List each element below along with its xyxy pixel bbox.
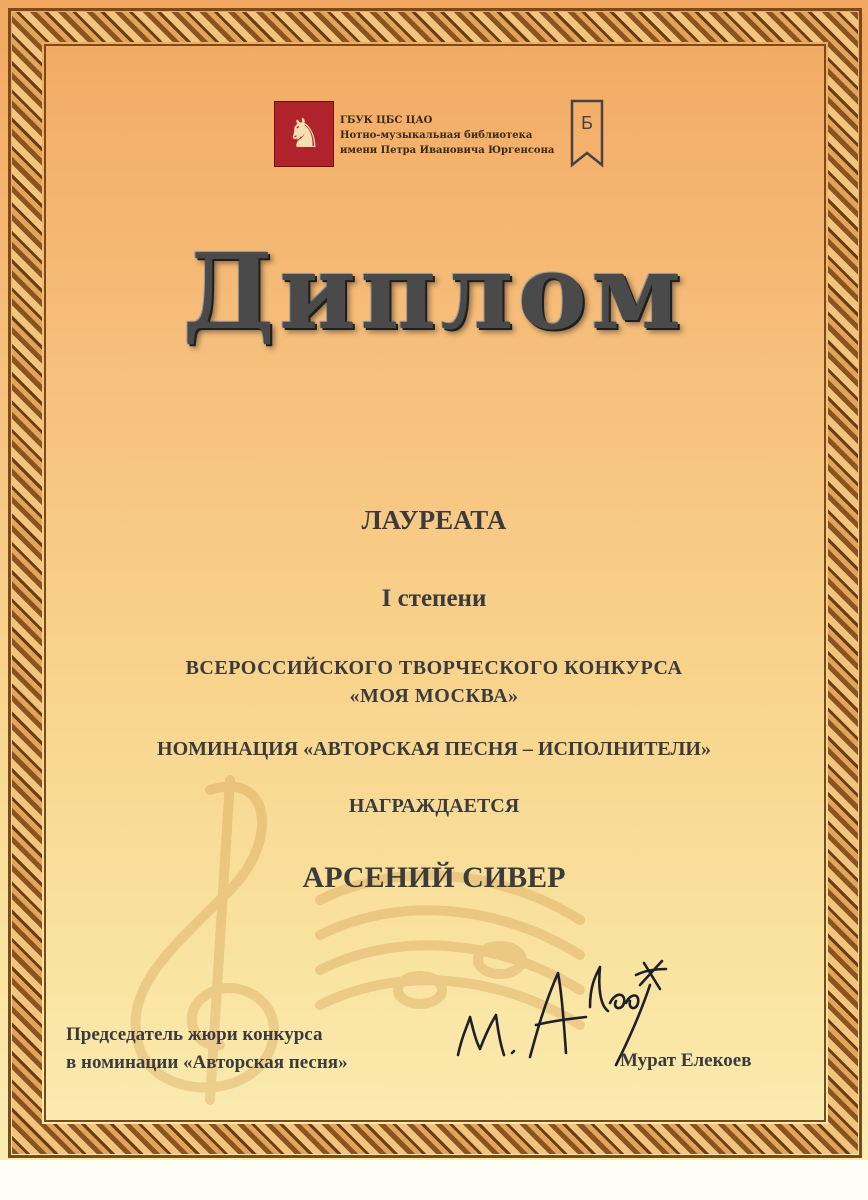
nomination-line: НОМИНАЦИЯ «АВТОРСКАЯ ПЕСНЯ – ИСПОЛНИТЕЛИ» <box>157 738 711 760</box>
chair-line-2: в номинации «Авторская песня» <box>66 1052 348 1073</box>
org-line-1: ГБУК ЦБС ЦАО <box>340 115 433 126</box>
contest-name-line: «МОЯ МОСКВА» <box>349 685 519 707</box>
awarded-line: НАГРАЖДАЕТСЯ <box>348 795 520 817</box>
saint-george-icon: ♞ <box>286 111 322 156</box>
recipient-name: АРСЕНИЙ СИВЕР <box>302 861 566 894</box>
bookmark-letter: Б <box>581 113 593 133</box>
diploma-title: Диплом <box>182 230 686 353</box>
jury-chair-caption <box>66 1021 446 1077</box>
org-line-3: имени Петра Ивановича Юргенсона <box>340 145 555 156</box>
page-bottom-margin <box>0 1160 868 1200</box>
laureate-line: ЛАУРЕАТА <box>361 505 507 535</box>
library-header <box>270 95 615 175</box>
org-line-2: Нотно-музыкальная библиотека <box>340 130 533 141</box>
chair-line-1: Председатель жюри конкурса <box>66 1024 323 1045</box>
degree-line: I степени <box>381 585 487 612</box>
organization-name <box>340 113 565 158</box>
contest-line: ВСЕРОССИЙСКОГО ТВОРЧЕСКОГО КОНКУРСА <box>185 657 683 679</box>
moscow-coat-of-arms-icon <box>274 101 334 167</box>
signer-name: Мурат Елекоев <box>620 1050 752 1071</box>
library-bookmark-icon <box>568 99 606 169</box>
